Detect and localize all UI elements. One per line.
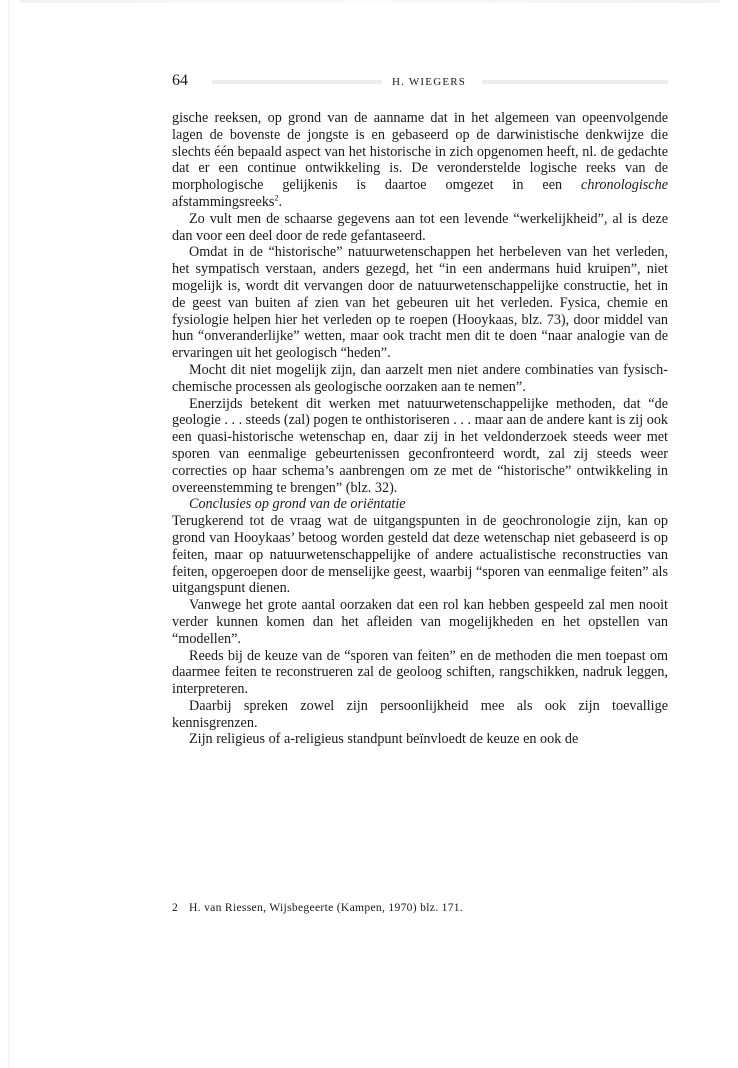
paragraph: Terugkerend tot de vraag wat de uitgangspunten in de geochronologie zijn, kan op grond van Hooykaas’ betoog worden gesteld dat deze wetenschap niet gebaseerd is op feiten, maar op natuurwetenschappelijke of andere actualistische reconstructies van feiten, opgeroepen door de menselijke geest, waarbij “sporen van eenmalige feiten” als uitgangspunt dienen. bbox=[172, 513, 668, 597]
scan-top-edge bbox=[20, 0, 720, 3]
bleed-through-mark bbox=[212, 80, 382, 84]
paragraph: Zo vult men de schaarse gegevens aan tot een levende “werkelijkheid”, al is deze dan voor een deel door de rede gefantaseerd. bbox=[172, 210, 668, 244]
paragraph: Reeds bij de keuze van de “sporen van feiten” en de methoden die men toepast om daarmee feiten te reconstrueren zal de geoloog schiften, rangschikken, nadruk leggen, interpreteren. bbox=[172, 647, 668, 698]
scan-edge bbox=[8, 0, 10, 1068]
footnote-ref: 2 bbox=[274, 193, 279, 203]
italic-term: chronologische bbox=[581, 177, 668, 194]
footnote-text: H. van Riessen, Wijsbegeerte (Kampen, 1970) blz. 171. bbox=[189, 901, 464, 914]
paragraph: Mocht dit niet mogelijk zijn, dan aarzelt men niet andere combinaties van fysisch-chemische processen als geologische oorzaken aan te nemen”. bbox=[172, 361, 668, 395]
footnote-number: 2 bbox=[172, 901, 179, 914]
page-header bbox=[172, 72, 668, 94]
bleed-through-mark bbox=[482, 80, 668, 84]
paragraph: Omdat in de “historische” natuurwetenschappen het herbeleven van het verleden, het sympatisch verstaan, anders gezegd, het “in een andermans huid kruipen”, niet mogelijk is, wordt dit vervangen door de natuurwetenschappelijke constructie, het in de geest van buiten af zien van het gebeuren uit het verleden. Fysica, chemie en fysiologie helpen hier het verleden op te roepen (Hooykaas, blz. 73), door middel van hun “onveranderlijke” wetten, maar ook tracht men dit te doen “naar analogie van de ervaringen uit het geologisch “heden”. bbox=[172, 244, 668, 362]
page-number: 64 bbox=[172, 72, 188, 89]
paragraph: Daarbij spreken zowel zijn persoonlijkheid mee als ook zijn toevallige kennisgrenzen. bbox=[172, 697, 668, 731]
paragraph: Zijn religieus of a-religieus standpunt beïnvloedt de keuze en ook de bbox=[189, 731, 579, 748]
paragraph: Enerzijds betekent dit werken met natuurwetenschappelijke methoden, dat “de geologie . . . steeds (zal) pogen te onthistoriseren . . . maar aan de andere kant is zij ook een quasi-historische wetenschap en, daar zij in het veldonderzoek steeds weer met sporen van eenmalige gebeurtenissen geconfronteerd wordt, zal zij steeds weer correcties op haar schema’s aanbrengen om ze met de “historische” ontwikkeling in overeenstemming te brengen” (blz. 32). bbox=[172, 395, 669, 496]
section-heading: Conclusies op grond van de oriëntatie bbox=[189, 496, 406, 513]
running-head: H. WIEGERS bbox=[392, 76, 467, 88]
body-text bbox=[172, 110, 668, 748]
footnote bbox=[172, 901, 668, 914]
paragraph: gische reeksen, op grond van de aanname dat in het algemeen van opeenvolgende lagen de bovenste de jongste is en gebaseerd op de darwinistische denkwijze die slechts één bepaald aspect van het historische in zich opgenomen heeft, nl. de gedachte dat er een continue ontwikkeling is. De veronderstelde logische reeks van de morphologische gelijkenis is daartoe omgezet in een chronologische afstammingsreeks$^2$. bbox=[172, 110, 668, 210]
paragraph: Vanwege het grote aantal oorzaken dat een rol kan hebben gespeeld zal men nooit verder kunnen komen dan het afleiden van mogelijkheden en het opstellen van “modellen”. bbox=[172, 597, 668, 647]
